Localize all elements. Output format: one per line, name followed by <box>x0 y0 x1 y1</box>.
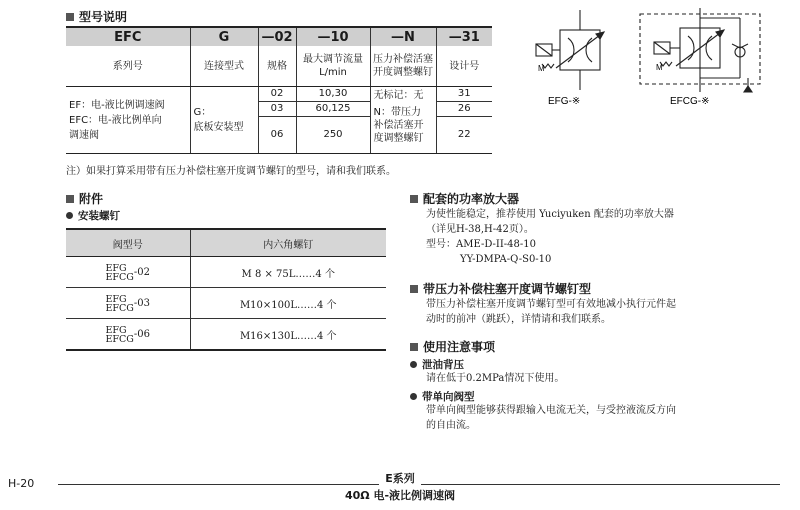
size-06: 06 <box>270 129 284 140</box>
code-flow: —10 <box>296 27 370 46</box>
flow-02: 10,30 <box>297 87 370 102</box>
efcg-symbol <box>640 8 760 92</box>
model-note: 注）如果打算采用带有压力补偿柱塞开度调节螺钉的型号，请和我们联系。 <box>66 166 396 177</box>
flow-06: 250 <box>323 129 343 140</box>
square-bullet-icon <box>410 285 418 293</box>
bolt-spec: M16×130L……4 个 <box>190 319 386 351</box>
efg-symbol <box>536 10 604 90</box>
square-bullet-icon <box>66 195 74 203</box>
bolt-header-screw: 内六角螺钉 <box>190 229 386 257</box>
table-row: EFG EFCG -06 M16×130L……4 个 <box>66 319 386 351</box>
dot-bullet-icon <box>410 393 417 400</box>
code-design: —31 <box>436 27 492 46</box>
model-section-title: 型号说明 <box>66 8 127 25</box>
dot-bullet-icon <box>410 361 417 368</box>
flow-03: 60,125 <box>297 102 370 117</box>
square-bullet-icon <box>66 13 74 21</box>
design-02: 31 <box>437 87 493 102</box>
square-bullet-icon <box>410 195 418 203</box>
bolt-spec: M10×100L……4 个 <box>190 288 386 319</box>
accessory-subtitle: 安装螺钉 <box>66 208 120 223</box>
table-row: EFG EFCG -02 M 8 × 75L……4 个 <box>66 257 386 288</box>
model-header-row <box>66 46 492 87</box>
bolt-header-model: 阀型号 <box>66 229 190 257</box>
design-03: 26 <box>437 102 493 117</box>
amp-body: 为使性能稳定，推荐使用 Yuciyuken 配套的功率放大器 （详见H-38,H-42页）。 型号：AME-D-II-48-10 YY-DMPA-Q-S0-10 <box>426 209 674 265</box>
bolt-spec: M 8 × 75L……4 个 <box>190 257 386 288</box>
series-efc: EFC：电-液比例单向 调速阀 <box>69 114 162 141</box>
square-bullet-icon <box>410 343 418 351</box>
usage-item-body: 带单向阀型能够获得跟输入电流无关，与受控液流反方向 的自由流。 <box>426 405 676 431</box>
header-flow: 最大调节流量 L/min <box>296 46 370 87</box>
model-code-row <box>66 27 492 46</box>
usage-item-head: 带单向阀型 <box>410 389 475 404</box>
header-size: 规格 <box>258 46 296 87</box>
model-values-row <box>66 87 492 154</box>
usage-section-title: 使用注意事项 <box>410 338 495 355</box>
dot-bullet-icon <box>66 212 73 219</box>
series-ef: EF：电-液比例调速阀 <box>69 99 165 111</box>
bolt-table <box>66 228 386 351</box>
footer-series: E系列 <box>0 470 800 486</box>
design-06: 22 <box>457 129 471 140</box>
amp-section-title: 配套的功率放大器 <box>410 190 519 207</box>
adjust-with-screw: N：带压力 补偿活塞开 度调整螺钉 <box>373 107 424 144</box>
code-adjust: —N <box>370 27 436 46</box>
efcg-label: EFCG-※ <box>670 96 710 107</box>
header-connection: 连接型式 <box>190 46 258 87</box>
usage-item-body: 请在低于0.2MPa情况下使用。 <box>426 373 565 384</box>
size-03: 03 <box>259 102 296 117</box>
connection-code: G： <box>193 107 212 118</box>
usage-item-head: 泄油背压 <box>410 357 464 372</box>
model-code-table <box>66 26 492 154</box>
efg-label: EFG-※ <box>548 96 581 107</box>
code-size: —02 <box>258 27 296 46</box>
adjust-none: 无标记：无 <box>373 90 424 101</box>
accessory-section-title: 附件 <box>66 190 103 207</box>
efg-m-label: M <box>538 64 545 73</box>
code-series: EFC <box>66 27 190 46</box>
bolt-header-row <box>66 229 386 257</box>
header-series: 系列号 <box>66 46 190 87</box>
page-number: H-20 <box>8 477 35 490</box>
header-adjust: 压力补偿活塞 开度调整螺钉 <box>370 46 436 87</box>
connection-desc: 底板安装型 <box>193 122 244 133</box>
code-connection: G <box>190 27 258 46</box>
table-row: EFG EFCG -03 M10×100L……4 个 <box>66 288 386 319</box>
footer-subtitle: 40Ω 电-液比例调速阀 <box>344 489 456 502</box>
header-design: 设计号 <box>436 46 492 87</box>
screw-body: 带压力补偿柱塞开度调节螺钉型可有效地减小执行元件起 动时的前冲（跳跃），详情请和我们联系。 <box>426 299 676 325</box>
screw-section-title: 带压力补偿柱塞开度调节螺钉型 <box>410 280 591 297</box>
efcg-m-label: M <box>656 63 663 72</box>
valve-symbols <box>520 8 790 108</box>
size-02: 02 <box>259 87 296 102</box>
